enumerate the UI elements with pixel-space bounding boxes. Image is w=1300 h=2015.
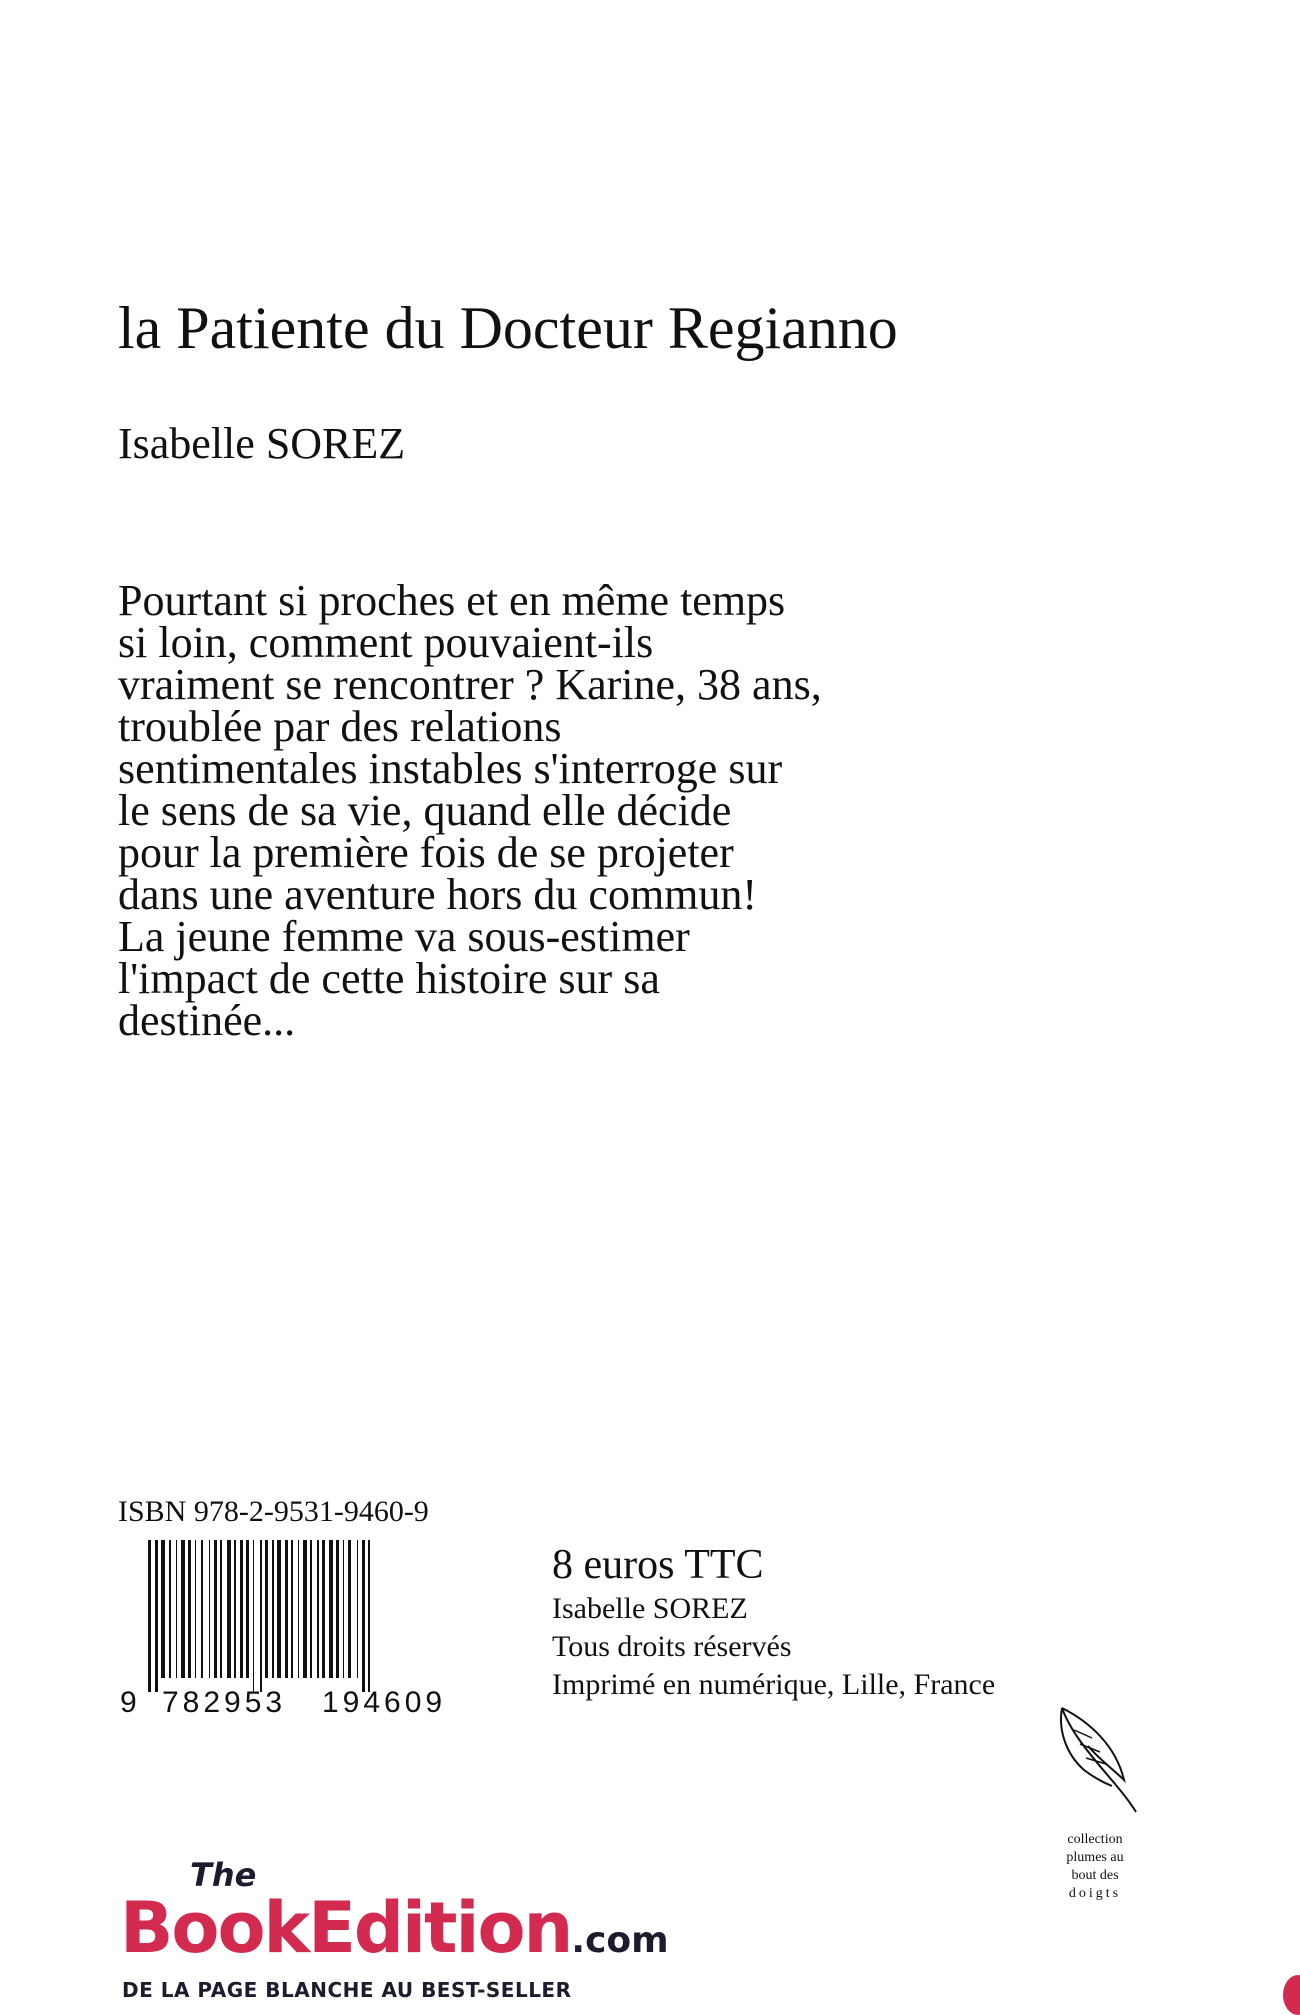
logo-the: The	[190, 1856, 257, 1894]
back-cover-blurb	[118, 576, 1018, 1045]
barcode-bar	[298, 1540, 299, 1678]
barcode-bar	[348, 1540, 351, 1678]
blurb-line: vraiment se rencontrer ? Karine, 38 ans,	[118, 660, 822, 709]
barcode-bar	[277, 1540, 281, 1678]
book-title: la Patiente du Docteur Regianno	[118, 295, 898, 361]
barcode-bar	[195, 1540, 196, 1678]
barcode-bar	[322, 1540, 325, 1678]
collection-line: doigts	[1068, 1886, 1122, 1901]
quill-icon	[1040, 1700, 1150, 1820]
collection-line: collection	[1067, 1832, 1123, 1847]
barcode-bar	[310, 1540, 312, 1678]
barcode-bar	[240, 1540, 243, 1678]
blurb-line: destinée...	[118, 996, 296, 1045]
barcode-bar	[176, 1540, 177, 1678]
blurb-line: si loin, comment pouvaient-ils	[118, 618, 654, 667]
collection-name	[1040, 1831, 1150, 1903]
barcode-bar	[214, 1540, 217, 1678]
logo-domain: .com	[571, 1920, 669, 1961]
barcode-digits-right: 194609	[322, 1686, 447, 1719]
barcode-bar	[155, 1540, 158, 1692]
blurb-line: Pourtant si proches et en même temps	[118, 576, 786, 625]
collection-line: bout des	[1071, 1868, 1119, 1883]
blurb-line: La jeune femme va sous-estimer	[118, 912, 690, 961]
barcode-bar	[357, 1540, 358, 1678]
barcode-bar	[169, 1540, 171, 1678]
isbn-label: ISBN 978-2-9531-9460-9	[118, 1495, 429, 1528]
barcode-bar	[253, 1540, 254, 1692]
barcode-bar	[246, 1540, 249, 1678]
barcode-bar	[272, 1540, 274, 1678]
barcode-bar	[201, 1540, 203, 1678]
info-printed: Imprimé en numérique, Lille, France	[552, 1668, 996, 1701]
barcode-bar	[343, 1540, 344, 1678]
blurb-line: le sens de sa vie, quand elle décide	[118, 786, 732, 835]
barcode-digit-first: 9	[120, 1686, 137, 1719]
blurb-line: troublée par des relations	[118, 702, 562, 751]
barcode-bar	[303, 1540, 307, 1678]
publication-info	[552, 1540, 995, 1704]
barcode-bar	[188, 1540, 191, 1678]
barcode-bar	[368, 1540, 370, 1692]
collection-mark	[1040, 1700, 1150, 1903]
barcode-bar	[209, 1540, 210, 1678]
barcode-bar	[265, 1540, 268, 1678]
barcode-bar	[317, 1540, 319, 1678]
barcode-bar	[260, 1540, 262, 1692]
barcode-bar	[285, 1540, 288, 1678]
barcode-bar	[234, 1540, 236, 1678]
logo-wordmark	[120, 1887, 669, 1979]
price: 8 euros TTC	[552, 1542, 764, 1588]
barcode-bar	[227, 1540, 231, 1678]
barcode-bar	[181, 1540, 185, 1678]
blurb-line: l'impact de cette histoire sur sa	[118, 954, 660, 1003]
collection-line: plumes au	[1066, 1850, 1124, 1865]
logo-name: BookEdition	[120, 1887, 572, 1969]
barcode-bar	[291, 1540, 293, 1678]
blurb-line: dans une aventure hors du commun!	[118, 870, 758, 919]
book-author: Isabelle SOREZ	[118, 419, 406, 468]
info-author: Isabelle SOREZ	[552, 1592, 748, 1625]
barcode-bar	[362, 1540, 365, 1692]
barcode-bar	[148, 1540, 151, 1692]
edge-mark	[1283, 1975, 1300, 2015]
logo-tagline: DE LA PAGE BLANCHE AU BEST-SELLER	[122, 1978, 572, 2002]
barcode-bar	[220, 1540, 222, 1678]
info-rights: Tous droits réservés	[552, 1630, 792, 1663]
barcode-bar	[336, 1540, 339, 1678]
barcode-digits-left: 782953	[162, 1686, 287, 1719]
blurb-line: sentimentales instables s'interroge sur	[118, 744, 783, 793]
barcode-bar	[161, 1540, 165, 1678]
barcode	[118, 1540, 490, 1720]
barcode-bar	[329, 1540, 333, 1678]
blurb-line: pour la première fois de se projeter	[118, 828, 734, 877]
